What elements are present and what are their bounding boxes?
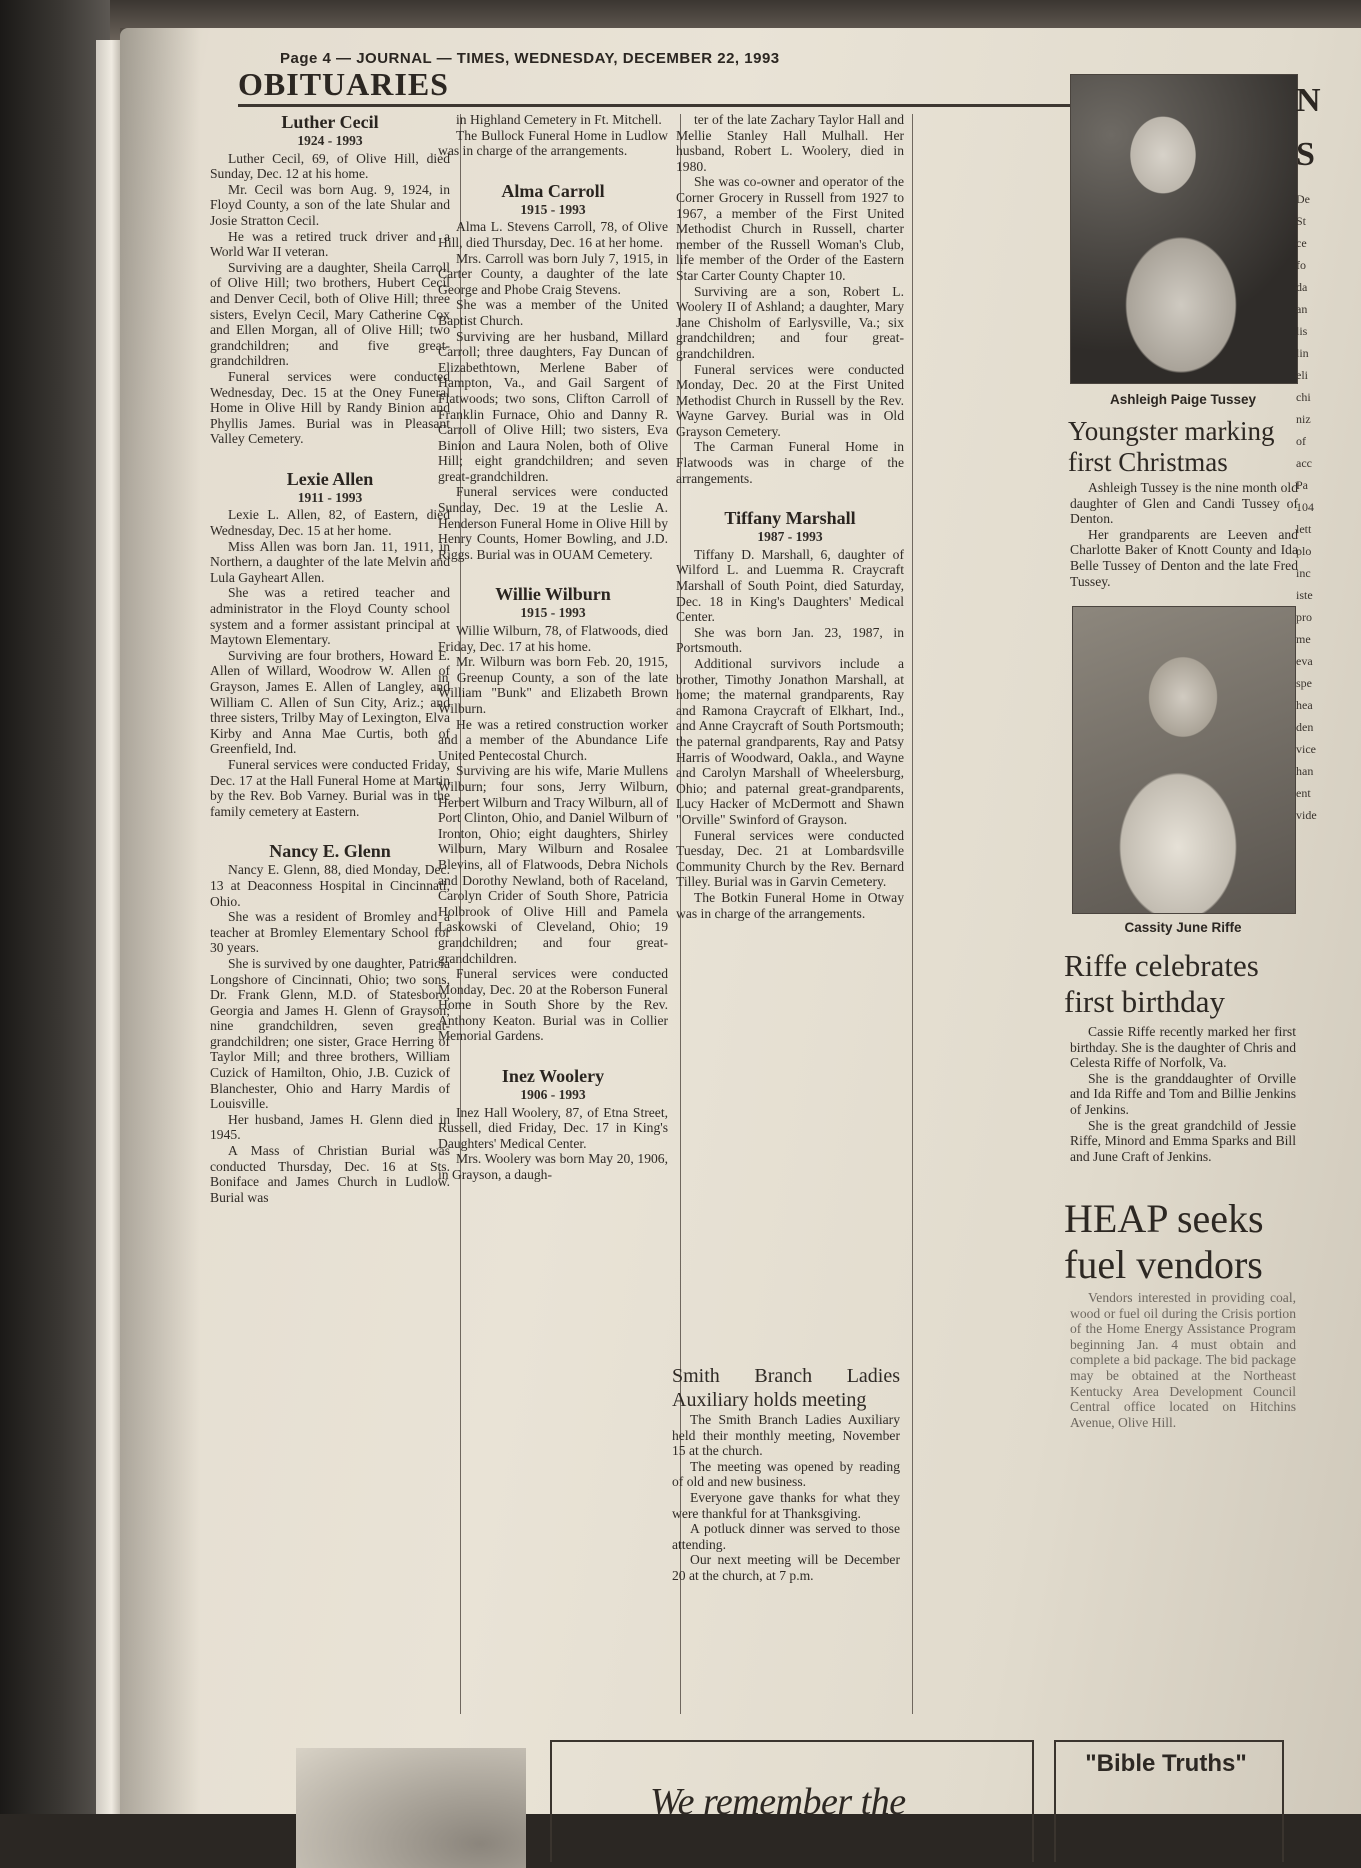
edge-fragment: De xyxy=(1296,192,1310,206)
obituary-paragraph: Funeral services were conducted Sunday, Dec. 19 at the Leslie A. Henderson Funeral Home in Olive Hill by Henry Counts, Homer Bowling, and J.D. Riggs. Burial was in OUAM Cemetery. xyxy=(438,484,668,562)
obituary-years: 1924 - 1993 xyxy=(297,133,363,148)
obituary-paragraph: Lexie L. Allen, 82, of Eastern, died Wednesday, Dec. 15 at her home. xyxy=(210,507,450,539)
obituary-name: Willie Wilburn xyxy=(495,584,611,605)
obituary-paragraph: The Carman Funeral Home in Flatwoods was in charge of the arrangements. xyxy=(676,439,904,486)
edge-fragment: St xyxy=(1296,214,1307,228)
obituary-paragraph: Funeral services were conducted Monday, Dec. 20 at the Roberson Funeral Home in South Shore by the Rev. Anthony Keaton. Burial was in Collier Memorial Gardens. xyxy=(438,966,668,1044)
edge-fragment: plo xyxy=(1296,544,1312,558)
edge-fragment: eli xyxy=(1296,368,1308,382)
book-binding xyxy=(0,0,110,1814)
obituary-paragraph: Willie Wilburn, 78, of Flatwoods, died Friday, Dec. 17 at his home. xyxy=(438,623,668,654)
edge-fragment: an xyxy=(1296,302,1308,316)
obituary-paragraph: A Mass of Christian Burial was conducted Thursday, Dec. 16 at Sts. Boniface and James Church in Ludlow. Burial was xyxy=(210,1143,450,1205)
ashleigh-headline: Youngster marking first Christmas xyxy=(1068,416,1275,477)
article-paragraph: She is the granddaughter of Orville and Ida Riffe and Tom and Billie Jenkins of Jenkins. xyxy=(1070,1070,1296,1117)
edge-fragment: acc xyxy=(1296,456,1312,470)
obituary-paragraph: ter of the late Zachary Taylor Hall and Mellie Stanley Hall Mulhall. Her husband, Robert L. Woolery, died in 1980. xyxy=(676,112,904,174)
obituary xyxy=(210,112,450,447)
obituary xyxy=(438,584,668,1044)
edge-fragment: of xyxy=(1296,434,1306,448)
obituary-paragraph: Miss Allen was born Jan. 11, 1911, in Northern, a daughter of the late Melvin and Lula Gayheart Allen. xyxy=(210,538,450,585)
edge-fragment: me xyxy=(1296,632,1311,646)
cassity-photo xyxy=(1072,606,1296,914)
obituary-paragraph: The Botkin Funeral Home in Otway was in charge of the arrangements. xyxy=(676,889,904,921)
cassity-headline: Riffe celebrates first birthday xyxy=(1064,948,1259,1019)
obituary-paragraph: She was a resident of Bromley and a teacher at Bromley Elementary School for 30 years. xyxy=(210,909,450,956)
edge-letter: N xyxy=(1296,82,1321,119)
obituary-paragraph: He was a retired truck driver and a World War II veteran. xyxy=(210,228,450,260)
obituary-years: 1906 - 1993 xyxy=(520,1087,586,1103)
article-paragraph: Our next meeting will be December 20 at the church, at 7 p.m. xyxy=(672,1552,900,1583)
obituary-years: 1915 - 1993 xyxy=(520,605,586,621)
header-rule xyxy=(238,104,1168,107)
article-paragraph: Her grandparents are Leeven and Charlotte Baker of Knott County and Ida Belle Tussey of Denton and the late Fred Tussey. xyxy=(1070,526,1298,589)
obituary xyxy=(438,181,668,563)
edge-fragment: spe xyxy=(1296,676,1312,690)
obituary-paragraph: Mr. Cecil was born Aug. 9, 1924, in Floyd County, a son of the late Shular and Josie Stratton Cecil. xyxy=(210,181,450,228)
edge-fragment: lis xyxy=(1296,324,1308,338)
obituary-years: 1911 - 1993 xyxy=(297,489,363,505)
article-paragraph: The meeting was opened by reading of old and new business. xyxy=(672,1458,900,1490)
edge-letter: S xyxy=(1296,136,1315,173)
edge-fragment: lin xyxy=(1296,346,1309,360)
obituary xyxy=(438,112,668,159)
edge-fragment: ce xyxy=(1296,236,1307,250)
obituary-paragraph: Funeral services were conducted Monday, Dec. 20 at the First United Methodist Church in Russell by the Rev. Wayne Garvey. Burial was in Old Grayson Cemetery. xyxy=(676,361,904,439)
edge-fragment: vice xyxy=(1296,742,1316,756)
cassity-caption: Cassity June Riffe xyxy=(1124,920,1242,935)
edge-fragment: 104 xyxy=(1296,500,1314,514)
edge-fragment: niz xyxy=(1296,412,1311,426)
obituary-paragraph: Mr. Wilburn was born Feb. 20, 1915, in Greenup County, a son of the late William "Bunk" and Elizabeth Brown Wilburn. xyxy=(438,654,668,716)
obituary xyxy=(676,112,904,486)
obituary-paragraph: Surviving are her husband, Millard Carroll; three daughters, Fay Duncan of Elizabethtown, Merlene Baber of Hampton, Va., and Gail Sargent of Flatwoods; two sons, Clifton Carroll of Franklin Furnace, Ohio and Danny R. Carroll of Olive Hill; two sisters, Eva Binion and Laura Nolen, both of Olive Hill; eight grandchildren; and seven great-grandchildren. xyxy=(438,328,668,484)
article-paragraph: Ashleigh Tussey is the nine month old daughter of Glen and Candi Tussey of Denton. xyxy=(1070,480,1298,527)
obituary-name: Lexie Allen xyxy=(286,468,374,489)
column-rule xyxy=(912,114,913,1714)
edge-fragment: vide xyxy=(1296,808,1317,822)
obituary-paragraph: She was a member of the United Baptist Church. xyxy=(438,297,668,328)
obituary xyxy=(676,508,904,921)
obituary-name: Inez Woolery xyxy=(501,1066,605,1087)
heap-article xyxy=(1070,1290,1296,1430)
obituary-paragraph: Additional survivors include a brother, Timothy Jonathon Marshall, at home; the maternal grandparents, Ray and Ramona Craycraft of Elkhart, Ind., and Anne Craycraft of South Portsmouth; the paternal grandparents, Ray and Patsy Harris of Woodward, Oakla., and Wayne and Carolyn Marshall of Wheelersburg, Ohio; and paternal great-grandparents, Lucy Hacker of McDermott and Shawn "Orville" Swinford of Grayson. xyxy=(676,656,904,827)
obituary-paragraph: Funeral services were conducted Friday, Dec. 17 at the Hall Funeral Home at Martin by the Rev. Bob Varney. Burial was in the family cemetery at Eastern. xyxy=(210,756,450,819)
edge-fragment: da xyxy=(1296,280,1308,294)
obituary xyxy=(210,841,450,1205)
obituary-paragraph: in Highland Cemetery in Ft. Mitchell. xyxy=(456,112,662,127)
obituary-column-2 xyxy=(438,112,668,1205)
obituary-column-1 xyxy=(210,112,450,1227)
obituary-name: Tiffany Marshall xyxy=(724,508,856,529)
article-paragraph: She is the great grandchild of Jessie Riffe, Minord and Emma Sparks and Bill and June Craft of Jenkins. xyxy=(1070,1117,1296,1164)
obituary-paragraph: Surviving are four brothers, Howard E. Allen of Willard, Woodrow W. Allen of Grayson, James E. Allen of Langley, and William C. Allen of Sun City, Ariz.; and three sisters, Trilby May of Lexington, Elva Kirby and Anna Mae Curtis, both of Greenfield, Ind. xyxy=(210,647,450,757)
newspaper-page xyxy=(120,28,1361,1823)
article-paragraph: Cassie Riffe recently marked her first birthday. She is the daughter of Chris and Celesta Riffe of Norfolk, Va. xyxy=(1070,1024,1296,1071)
bible-truths-title: "Bible Truths" xyxy=(1085,1750,1247,1777)
ashleigh-caption: Ashleigh Paige Tussey xyxy=(1109,392,1257,407)
obituary-paragraph: She was a retired teacher and administrator in the Floyd County school system and a former assistant principal at Maytown Elementary. xyxy=(210,585,450,648)
obituary-paragraph: Luther Cecil, 69, of Olive Hill, died Sunday, Dec. 12 at his home. xyxy=(210,150,450,182)
next-column-heading xyxy=(1296,74,1321,182)
cassity-article xyxy=(1070,1024,1296,1164)
smith-branch-headline: Smith Branch Ladies Auxiliary holds meeting xyxy=(672,1365,900,1411)
obituary-paragraph: He was a retired construction worker and a member of the Abundance Life United Pentecostal Church. xyxy=(438,716,668,763)
obituary-years: 1915 - 1993 xyxy=(520,201,586,217)
obituary-name: Alma Carroll xyxy=(501,180,605,201)
obituary-paragraph: Alma L. Stevens Carroll, 78, of Olive Hill, died Thursday, Dec. 16 at her home. xyxy=(438,219,668,250)
edge-fragment: lett xyxy=(1296,522,1312,536)
obituary-paragraph: Tiffany D. Marshall, 6, daughter of Wilford L. and Luemma R. Craycraft Marshall of South Point, died Saturday, Dec. 18 in King's Daughters' Medical Center. xyxy=(676,546,904,625)
edge-fragment: pro xyxy=(1296,610,1312,624)
obituary-paragraph: Surviving are a daughter, Sheila Carroll of Olive Hill; two brothers, Hubert Cecil and Denver Cecil, both of Olive Hill; three sisters, Evelyn Cecil, Mary Catherine Cox and Ellen Morgan, all of Olive Hill; two grandchildren; and five great-grandchildren. xyxy=(210,259,450,369)
obituary-name: Luther Cecil xyxy=(281,112,379,132)
obituary-paragraph: Inez Hall Woolery, 87, of Etna Street, Russell, died Friday, Dec. 17 in King's Daughters' Medical Center. xyxy=(438,1104,668,1151)
edge-fragment: inc xyxy=(1296,566,1311,580)
next-column-text xyxy=(1296,188,1356,826)
obituary-paragraph: Her husband, James H. Glenn died in 1945. xyxy=(210,1111,450,1143)
edge-fragment: den xyxy=(1296,720,1314,734)
edge-fragment: han xyxy=(1296,764,1314,778)
bottom-photo xyxy=(296,1748,526,1868)
masthead: Page 4 — JOURNAL — TIMES, WEDNESDAY, DECEMBER 22, 1993 xyxy=(280,50,780,67)
obituary-name: Nancy E. Glenn xyxy=(269,841,391,862)
obituary-paragraph: Mrs. Woolery was born May 20, 1906, in Grayson, a daugh- xyxy=(438,1151,668,1183)
edge-fragment: eva xyxy=(1296,654,1313,668)
edge-fragment: iste xyxy=(1296,588,1313,602)
obituary-column-3 xyxy=(676,112,904,943)
edge-fragment: fo xyxy=(1296,258,1306,272)
obituary-years: 1987 - 1993 xyxy=(757,529,823,545)
memorial-ad-title: We remember the xyxy=(650,1781,906,1823)
article-paragraph: The Smith Branch Ladies Auxiliary held their monthly meeting, November 15 at the church. xyxy=(672,1412,900,1459)
obituary-paragraph: Funeral services were conducted Wednesday, Dec. 15 at the Oney Funeral Home in Olive Hill by Randy Binion and Phyllis James. Burial was in Pleasant Valley Cemetery. xyxy=(210,368,450,447)
ashleigh-photo xyxy=(1070,74,1298,384)
section-title: OBITUARIES xyxy=(238,66,449,102)
gutter-shade xyxy=(120,28,200,1814)
edge-fragment: Pa xyxy=(1296,478,1308,492)
edge-fragment: ent xyxy=(1296,786,1311,800)
smith-branch-article xyxy=(672,1364,900,1584)
obituary-paragraph: She was co-owner and operator of the Corner Grocery in Russell from 1927 to 1967, a member of the First United Methodist Church in Russell, charter member of the Russell Woman's Club, life member of the Order of the Eastern Star Carter County Chapter 10. xyxy=(676,174,904,283)
article-paragraph: Vendors interested in providing coal, wood or fuel oil during the Crisis portion of the Home Energy Assistance Program beginning Jan. 4 must obtain and complete a bid package. The bid package may be obtained at the Northeast Kentucky Area Development Council Central office located on Hitchins Avenue, Olive Hill. xyxy=(1070,1290,1296,1430)
obituary-paragraph: Surviving are a son, Robert L. Woolery II of Ashland; a daughter, Mary Jane Chisholm of Earlysville, Va.; six grandchildren; and four great-grandchildren. xyxy=(676,283,904,361)
ashleigh-article xyxy=(1070,480,1298,589)
edge-fragment: chi xyxy=(1296,390,1311,404)
obituary xyxy=(438,1066,668,1183)
article-paragraph: A potluck dinner was served to those attending. xyxy=(672,1521,900,1552)
edge-fragment: hea xyxy=(1296,698,1313,712)
obituary-paragraph: Nancy E. Glenn, 88, died Monday, Dec. 13 at Deaconness Hospital in Cincinnati, Ohio. xyxy=(210,862,450,909)
obituary-paragraph: Surviving are his wife, Marie Mullens Wilburn; four sons, Jerry Wilburn, Herbert Wilburn and Tracy Wilburn, all of Port Clinton, Ohio, and Daniel Wilburn of Ironton, Ohio; eight daughters, Shirley Wilburn, Mary Wilburn and Rosalee Blevins, all of Flatwoods, Debra Nichols and Dorothy Newland, both of Raceland, Carolyn Crider of South Shore, Patricia Holbrook of Olive Hill and Pamela Laskowski of Cleveland, Ohio; 19 grandchildren; and four great-grandchildren. xyxy=(438,763,668,966)
obituary-paragraph: Funeral services were conducted Tuesday, Dec. 21 at Lombardsville Community Church by the Rev. Bernard Tilley. Burial was in Garvin Cemetery. xyxy=(676,827,904,890)
page-edge xyxy=(96,40,122,1814)
obituary-paragraph: The Bullock Funeral Home in Ludlow was in charge of the arrangements. xyxy=(438,127,668,159)
obituary xyxy=(210,469,450,819)
obituary-paragraph: She is survived by one daughter, Patricia Longshore of Cincinnati, Ohio; two sons, Dr. Frank Glenn, M.D. of Statesboro, Georgia and James H. Glenn of Grayson; nine grandchildren, seven great-grandchildren; one sister, Grace Herring of Taylor Mill; and three brothers, William Cuzick of Hamilton, Ohio, J.B. Cuzick of Blanchester, Ohio and Harry Mardis of Louisville. xyxy=(210,955,450,1112)
obituary-paragraph: She was born Jan. 23, 1987, in Portsmouth. xyxy=(676,624,904,656)
obituary-paragraph: Mrs. Carroll was born July 7, 1915, in Carter County, a daughter of the late George and Phobe Craig Stevens. xyxy=(438,250,668,297)
article-paragraph: Everyone gave thanks for what they were thankful for at Thanksgiving. xyxy=(672,1489,900,1521)
heap-headline: HEAP seeks fuel vendors xyxy=(1064,1196,1264,1287)
